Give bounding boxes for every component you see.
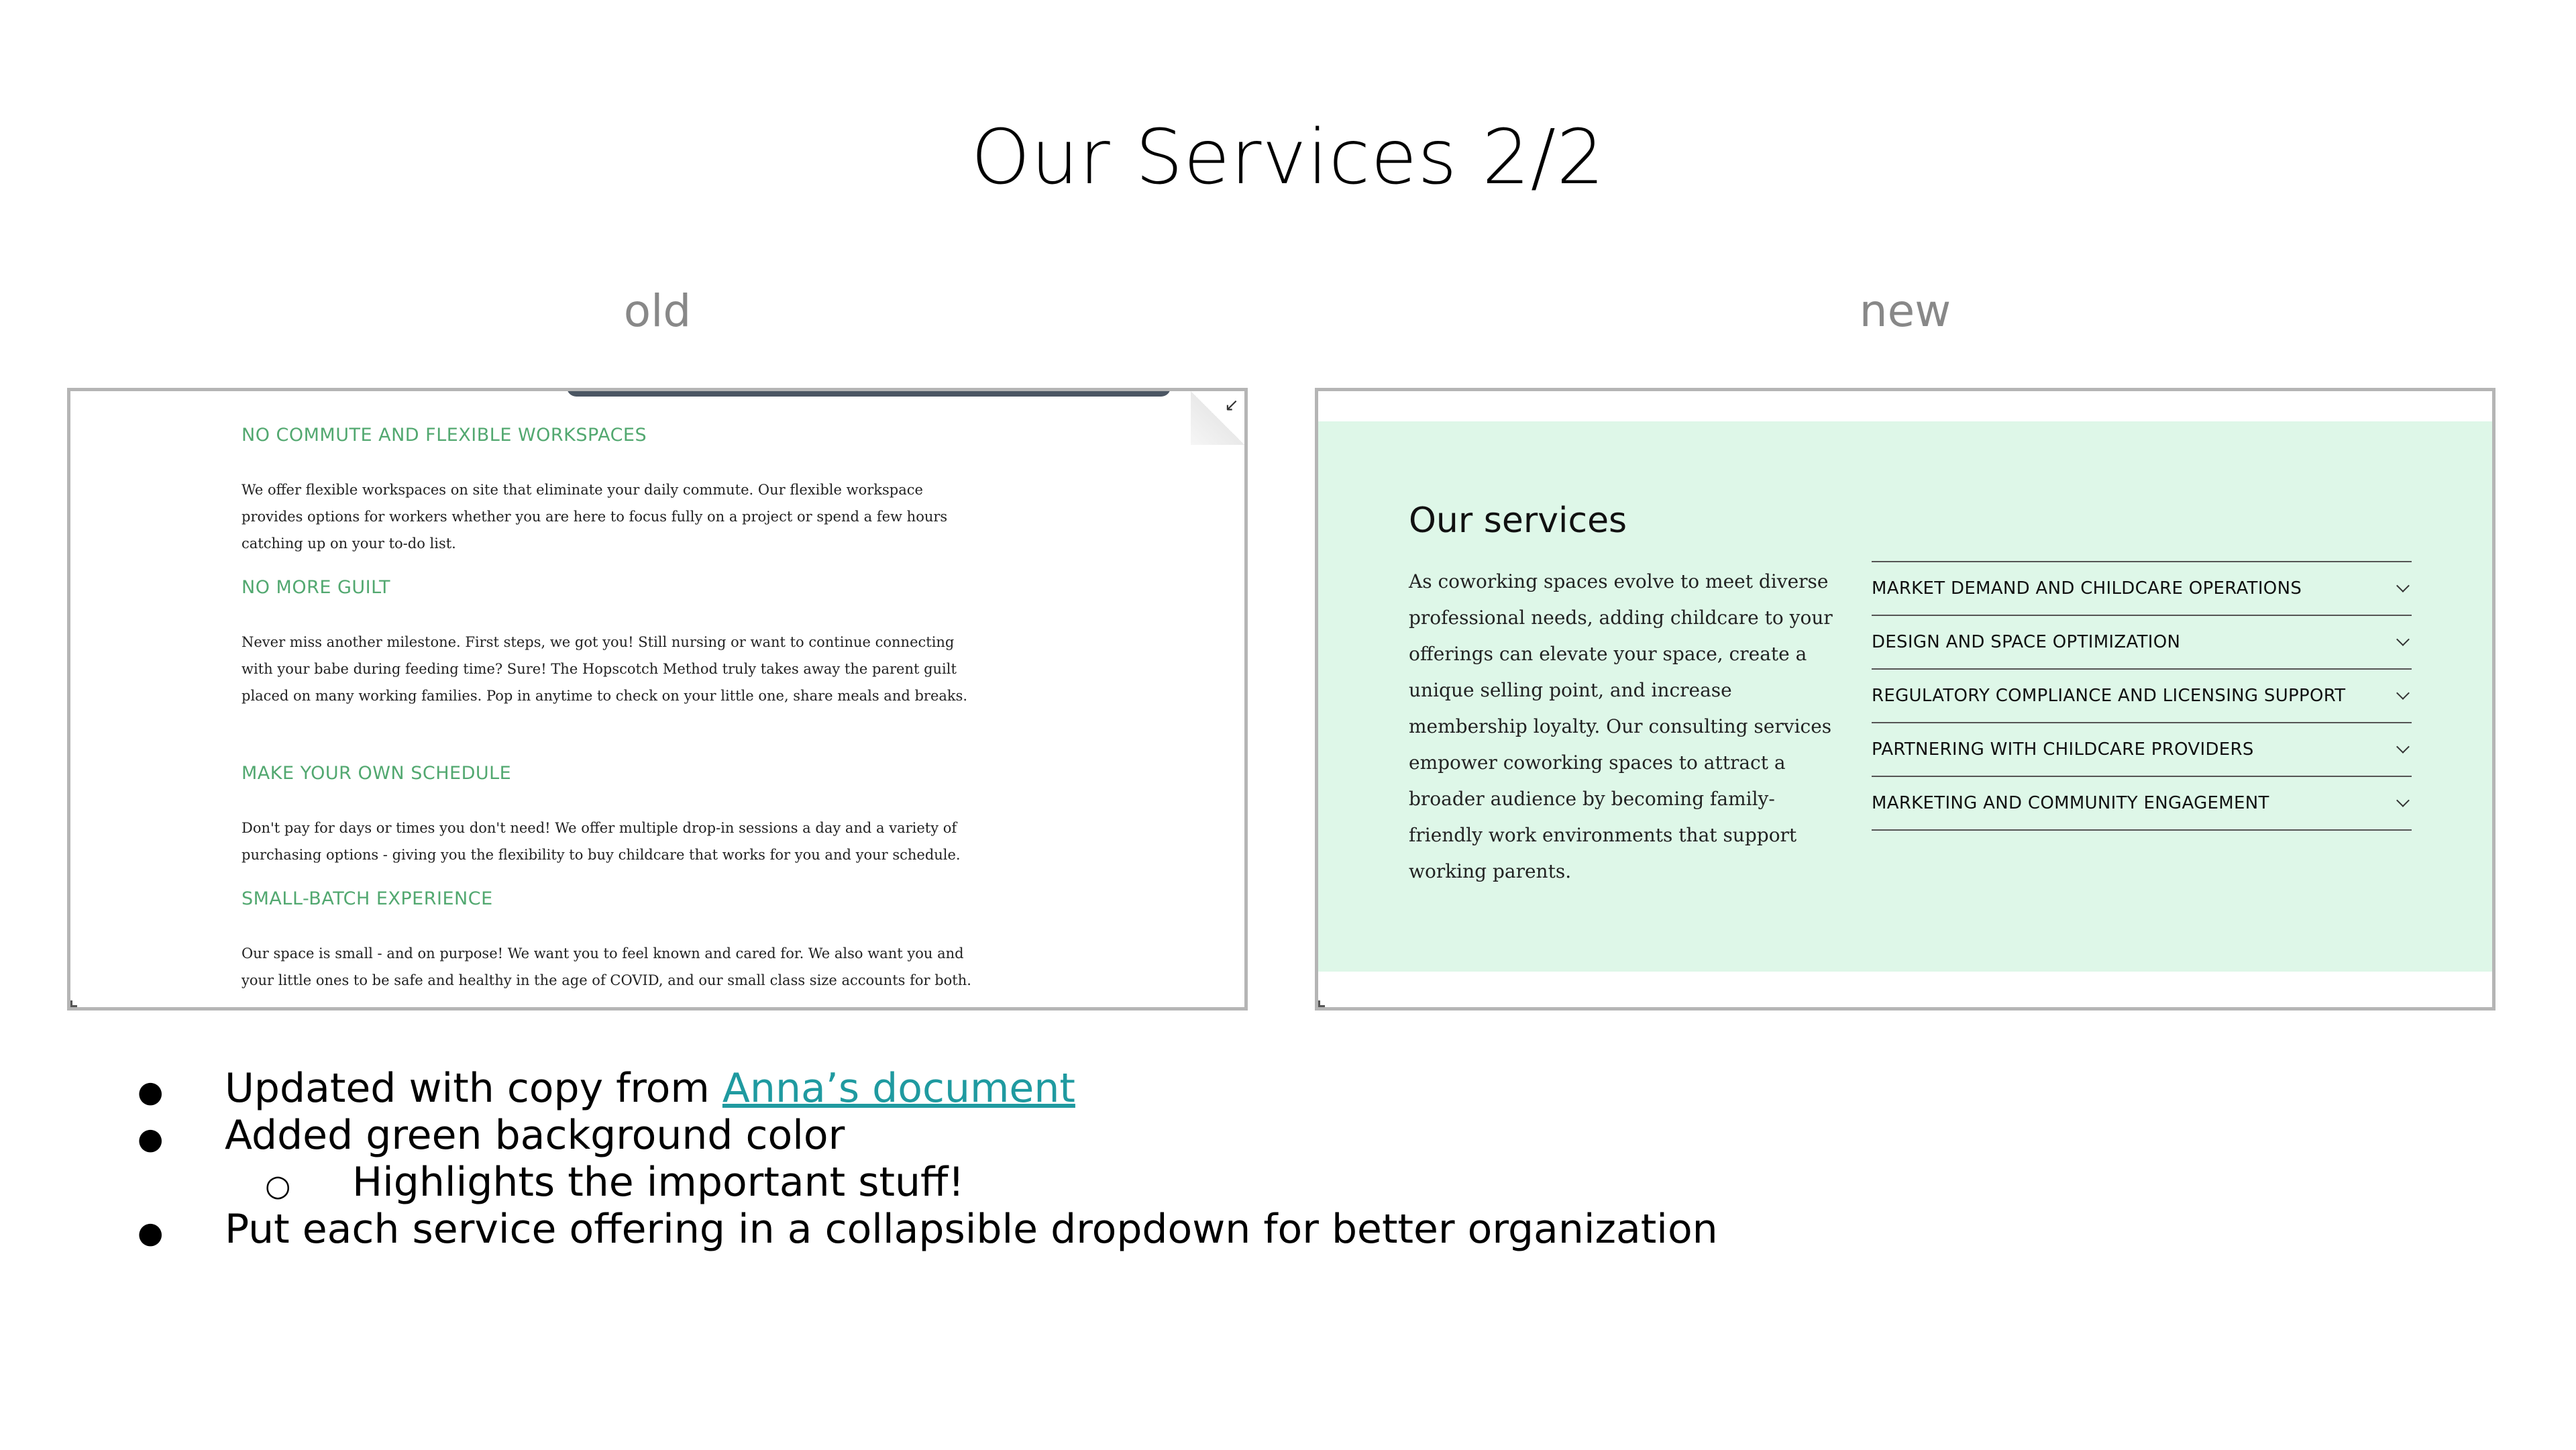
bullet-text: Highlights the important stuff! [352,1159,965,1206]
bullet-icon: ● [138,1122,164,1156]
bullet-icon: ● [138,1075,164,1109]
accordion-label: MARKETING AND COMMUNITY ENGAGEMENT [1872,793,2269,813]
old-section-body: Don't pay for days or times you don't need! We offer multiple drop-in sessions a day and a variety of purchasing options - giving you the flexibility to buy childcare that works for you and your schedule. [241,820,961,863]
crop-corner-marker [1318,1000,1325,1007]
chevron-down-icon [2396,686,2410,700]
accordion-item-regulatory[interactable] [1872,670,2412,723]
services-description: As coworking spaces evolve to meet diverse professional needs, adding childcare to your offerings can elevate your space, create a unique selling point, and increase membership loyalty. Our consulting services empower coworking spaces to attract a broader audience by becoming family-friendly work environments that support working parents. [1409,570,1833,882]
services-heading: Our services [1409,501,1627,541]
old-section-body: We offer flexible workspaces on site that eliminate your daily commute. Our flexible workspace provides options for workers whether you are here to focus fully on a project or spend a few hours catching up on your to-do list. [241,482,948,552]
resize-corner[interactable] [1191,391,1244,445]
old-section-body: Our space is small - and on purpose! We want you to feel known and cared for. We also want you and your little ones to be safe and healthy in the age of COVID, and our small class size accounts for both. [241,945,971,988]
old-header-image-edge [567,388,1171,397]
chevron-down-icon [2396,579,2410,592]
bullet-icon: ● [138,1216,164,1250]
old-services-content [241,425,979,1011]
annas-document-link[interactable]: Anna’s document [722,1065,1075,1112]
bullet-text: Added green background color [225,1112,845,1159]
accordion-label: REGULATORY COMPLIANCE AND LICENSING SUPPORT [1872,686,2346,706]
old-column-label: old [623,285,692,337]
bullet-text: Put each service offering in a collapsible dropdown for better organization [225,1206,1718,1253]
chevron-down-icon [2396,633,2410,646]
change-notes-list [138,1067,2418,1255]
list-subitem [138,1161,2418,1208]
list-item [138,1114,2418,1161]
old-section-heading: NO MORE GUILT [241,577,390,598]
accordion-label: PARTNERING WITH CHILDCARE PROVIDERS [1872,739,2254,760]
services-accordion [1872,561,2412,831]
slide-title: Our Services 2/2 [971,114,1605,201]
list-item [138,1067,2418,1114]
accordion-item-market-demand[interactable] [1872,562,2412,616]
chevron-down-icon [2396,740,2410,754]
old-screenshot-panel [67,388,1248,1011]
resize-icon: ↙ [1224,395,1239,415]
old-section-heading: SMALL-BATCH EXPERIENCE [241,888,493,909]
chevron-down-icon [2396,794,2410,807]
new-screenshot-panel [1315,388,2496,1011]
old-section-heading: MAKE YOUR OWN SCHEDULE [241,763,512,784]
accordion-item-marketing[interactable] [1872,777,2412,831]
old-section-body: Never miss another milestone. First steps, we got you! Still nursing or want to continue connecting with your babe during feeding time? Sure! The Hopscotch Method truly takes away the parent guilt placed on many working families. Pop in anytime to check on your little one, share meals and breaks. [241,634,968,704]
new-column-label: new [1859,285,1951,337]
crop-corner-marker [70,1000,77,1007]
accordion-label: MARKET DEMAND AND CHILDCARE OPERATIONS [1872,578,2302,599]
bullet-text: Updated with copy from [225,1065,722,1112]
accordion-label: DESIGN AND SPACE OPTIMIZATION [1872,632,2181,652]
old-section-heading: NO COMMUTE AND FLEXIBLE WORKSPACES [241,425,647,446]
list-item [138,1208,2418,1255]
accordion-item-partnering[interactable] [1872,723,2412,777]
sub-bullet-icon: ○ [265,1169,291,1203]
accordion-item-design-space[interactable] [1872,616,2412,670]
services-green-section [1318,421,2492,972]
